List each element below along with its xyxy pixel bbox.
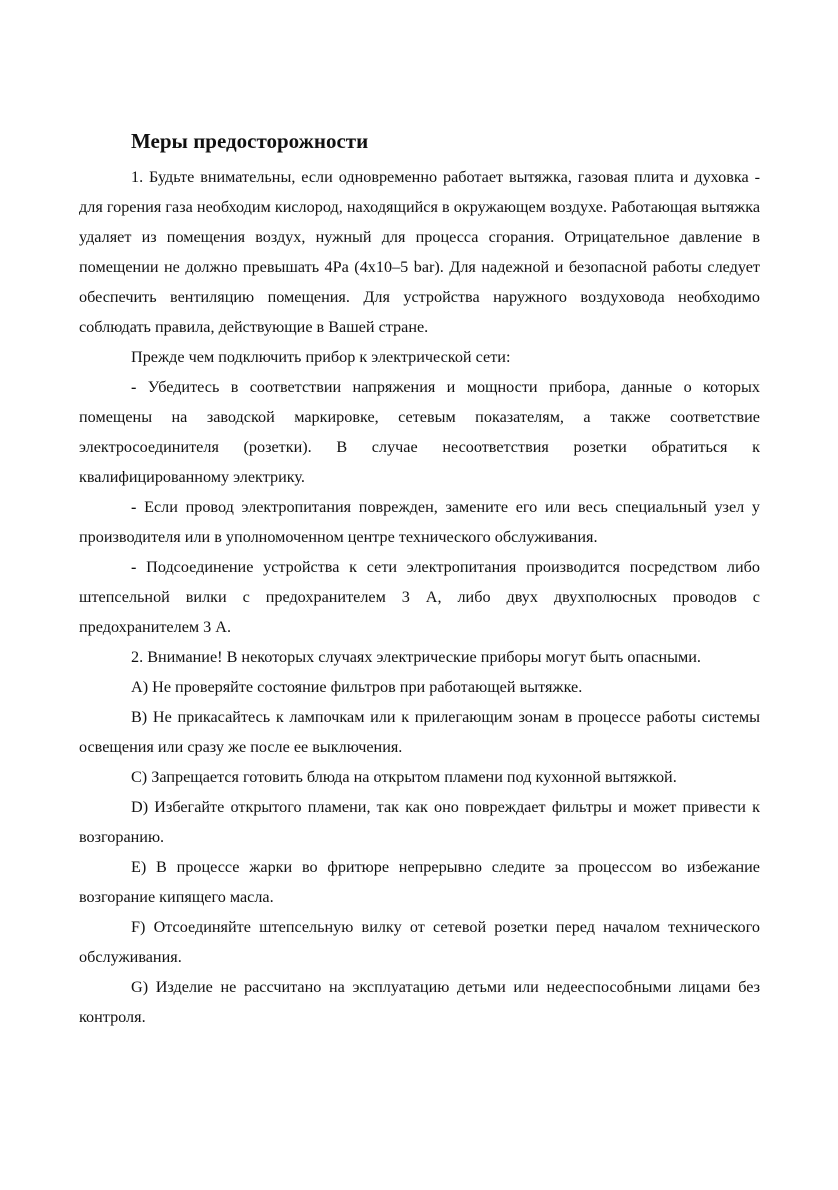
warning-item-f: F) Отсоединяйте штепсельную вилку от сетевой розетки перед началом технического обслуживания. [79,918,760,966]
bullet-damaged-cable [79,492,760,552]
bullet-fuse-connection [79,552,760,642]
bullet-text: Убедитесь в соответствии напряжения и мощности прибора, данные о которых помещены на заводской маркировке, сетевым показателям, а также соответствие электросоединителя (розетки). В случае несоответствия розетки обратиться к квалифицированному электрику. [79,378,760,486]
page-title: Меры предосторожности [131,129,369,153]
bullet-marker: - [131,498,137,516]
bullet-marker: - [131,558,137,576]
document-body [79,126,760,1032]
bullet-marker: - [131,378,137,396]
warning-item-d: D) Избегайте открытого пламени, так как оно повреждает фильтры и может привести к возгоранию. [79,798,760,846]
paragraph-connection-intro: Прежде чем подключить прибор к электрической сети: [131,348,511,366]
warning-item-c: C) Запрещается готовить блюда на открытом пламени под кухонной вытяжкой. [131,768,677,786]
bullet-text: Если провод электропитания поврежден, замените его или весь специальный узел у производителя или в уполномоченном центре технического обслуживания. [79,498,760,546]
warning-item-a: A) Не проверяйте состояние фильтров при работающей вытяжке. [131,678,583,696]
warning-item-b: B) Не прикасайтесь к лампочкам или к прилегающим зонам в процессе работы системы освещения или сразу же после ее выключения. [79,708,760,756]
paragraph-ventilation: 1. Будьте внимательны, если одновременно работает вытяжка, газовая плита и духовка - для горения газа необходим кислород, находящийся в окружающем воздухе. Работающая вытяжка удаляет из помещения воздух, нужный для процесса сгорания. Отрицательное давление в помещении не должно превышать 4Pa (4x10–5 bar). Для надежной и безопасной работы следует обеспечить вентиляцию помещения. Для устройства наружного воздуховода необходимо соблюдать правила, действующие в Вашей стране. [79,168,760,336]
bullet-voltage-check [79,372,760,492]
bullet-text: Подсоединение устройства к сети электропитания производится посредством либо штепсельной вилки с предохранителем 3 А, либо двух двухполюсных проводов с предохранителем 3 А. [79,558,760,636]
warning-item-g: G) Изделие не рассчитано на эксплуатацию детьми или недееспособными лицами без контроля. [79,978,760,1026]
warning-item-e: E) В процессе жарки во фритюре непрерывно следите за процессом во избежание возгорание кипящего масла. [79,858,760,906]
paragraph-warning-intro: 2. Внимание! В некоторых случаях электрические приборы могут быть опасными. [131,648,701,666]
